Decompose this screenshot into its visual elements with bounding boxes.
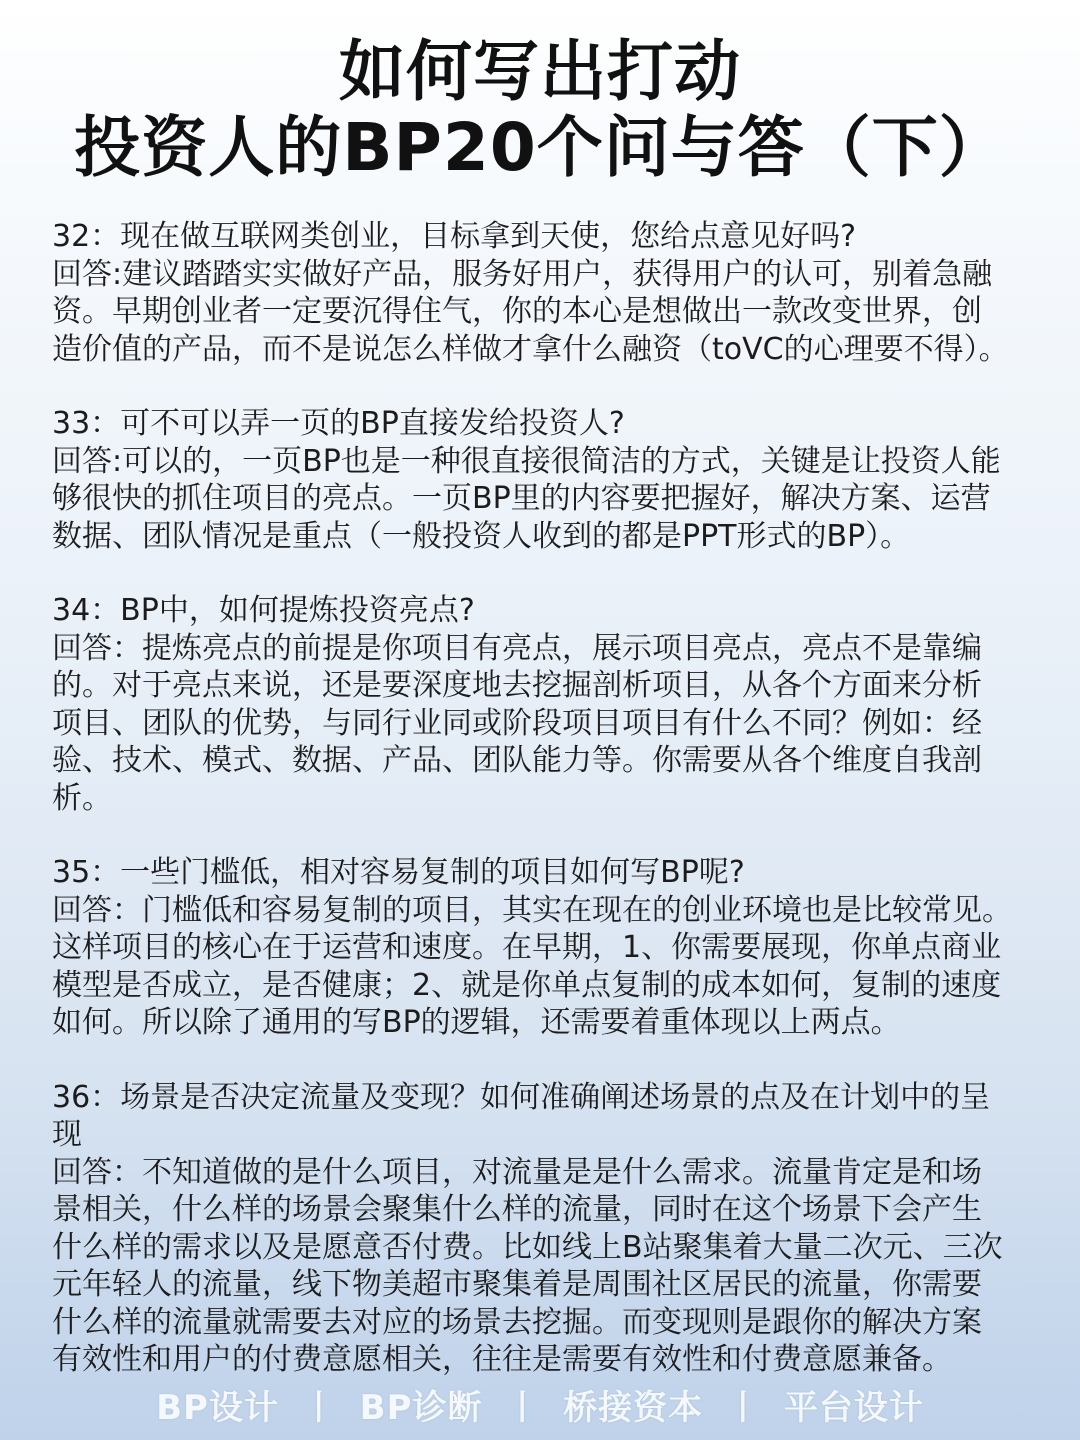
page-title <box>0 34 1080 186</box>
answer-line: 这样项目的核心在于运营和速度。在早期，1、你需要展现，你单点商业 <box>52 930 1002 965</box>
question-line: 35：一些门槛低，相对容易复制的项目如何写BP呢? <box>52 855 745 890</box>
question-line: 32：现在做互联网类创业，目标拿到天使，您给点意见好吗? <box>52 219 857 254</box>
question-line: 36：场景是否决定流量及变现？如何准确阐述场景的点及在计划中的呈 <box>52 1079 991 1115</box>
footer-separator: 丨 <box>301 1388 337 1428</box>
answer-line: 回答：提炼亮点的前提是你项目有亮点，展示项目亮点，亮点不是靠编 <box>52 630 982 666</box>
answer-line: 够很快的抓住项目的亮点。一页BP里的内容要把握好，解决方案、运营 <box>52 481 991 516</box>
answer-line: 如何。所以除了通用的写BP的逻辑，还需要着重体现以上两点。 <box>52 1005 901 1040</box>
title-line-2: 投资人的BP20个问与答（下） <box>74 109 1006 186</box>
answer-line: 回答：门槛低和容易复制的项目，其实在现在的创业环境也是比较常见。 <box>52 892 1012 928</box>
qa-item <box>52 854 1042 1042</box>
answer-line: 析。 <box>52 780 112 816</box>
answer-line: 现 <box>52 1117 82 1152</box>
answer-line: 回答:可以的，一页BP也是一种很直接很简洁的方式，关键是让投资人能 <box>52 443 1001 479</box>
footer-item-bp-diagnosis: BP诊断 <box>359 1388 483 1428</box>
footer-separator: 丨 <box>505 1388 541 1428</box>
qa-item <box>52 592 1042 817</box>
answer-line: 验、技术、模式、数据、产品、团队能力等。你需要从各个维度自我剖 <box>52 743 982 778</box>
question-line: 34：BP中，如何提炼投资亮点? <box>52 593 475 628</box>
answer-line: 景相关，什么样的场景会聚集什么样的流量，同时在这个场景下会产生 <box>52 1192 982 1227</box>
answer-line: 有效性和用户的付费意愿相关，往往是需要有效性和付费意愿兼备。 <box>52 1342 952 1377</box>
answer-line: 项目、团队的优势，与同行业同或阶段项目项目有什么不同？例如：经 <box>52 705 982 741</box>
qa-item <box>52 218 1042 368</box>
footer-item-bp-design: BP设计 <box>156 1388 279 1428</box>
answer-line: 资。早期创业者一定要沉得住气，你的本心是想做出一款改变世界，创 <box>52 294 982 329</box>
footer-separator: 丨 <box>726 1388 762 1428</box>
answer-line: 回答:建议踏踏实实做好产品，服务好用户，获得用户的认可，别着急融 <box>52 256 993 292</box>
title-line-1: 如何写出打动 <box>339 33 741 110</box>
answer-line: 的。对于亮点来说，还是要深度地去挖掘剖析项目，从各个方面来分析 <box>52 668 982 703</box>
answer-line: 什么样的流量就需要去对应的场景去挖掘。而变现则是跟你的解决方案 <box>52 1304 982 1340</box>
qa-list <box>52 218 1042 1416</box>
footer-item-bridge-capital: 桥接资本 <box>563 1388 704 1428</box>
qa-item <box>52 1079 1042 1379</box>
answer-line: 什么样的需求以及是愿意否付费。比如线上B站聚集着大量二次元、三次 <box>52 1229 1003 1265</box>
answer-line: 数据、团队情况是重点（一般投资人收到的都是PPT形式的BP）。 <box>52 518 911 554</box>
answer-line: 元年轻人的流量，线下物美超市聚集着是周围社区居民的流量，你需要 <box>52 1267 982 1302</box>
footer-item-platform-design: 平台设计 <box>783 1388 924 1428</box>
answer-line: 造价值的产品，而不是说怎么样做才拿什么融资（toVC的心理要不得）。 <box>52 331 1009 367</box>
answer-line: 模型是否成立，是否健康；2、就是你单点复制的成本如何，复制的速度 <box>52 967 1002 1003</box>
qa-item <box>52 405 1042 555</box>
footer-watermark <box>0 1388 1080 1428</box>
question-line: 33：可不可以弄一页的BP直接发给投资人? <box>52 406 625 441</box>
answer-line: 回答：不知道做的是什么项目，对流量是是什么需求。流量肯定是和场 <box>52 1154 982 1190</box>
